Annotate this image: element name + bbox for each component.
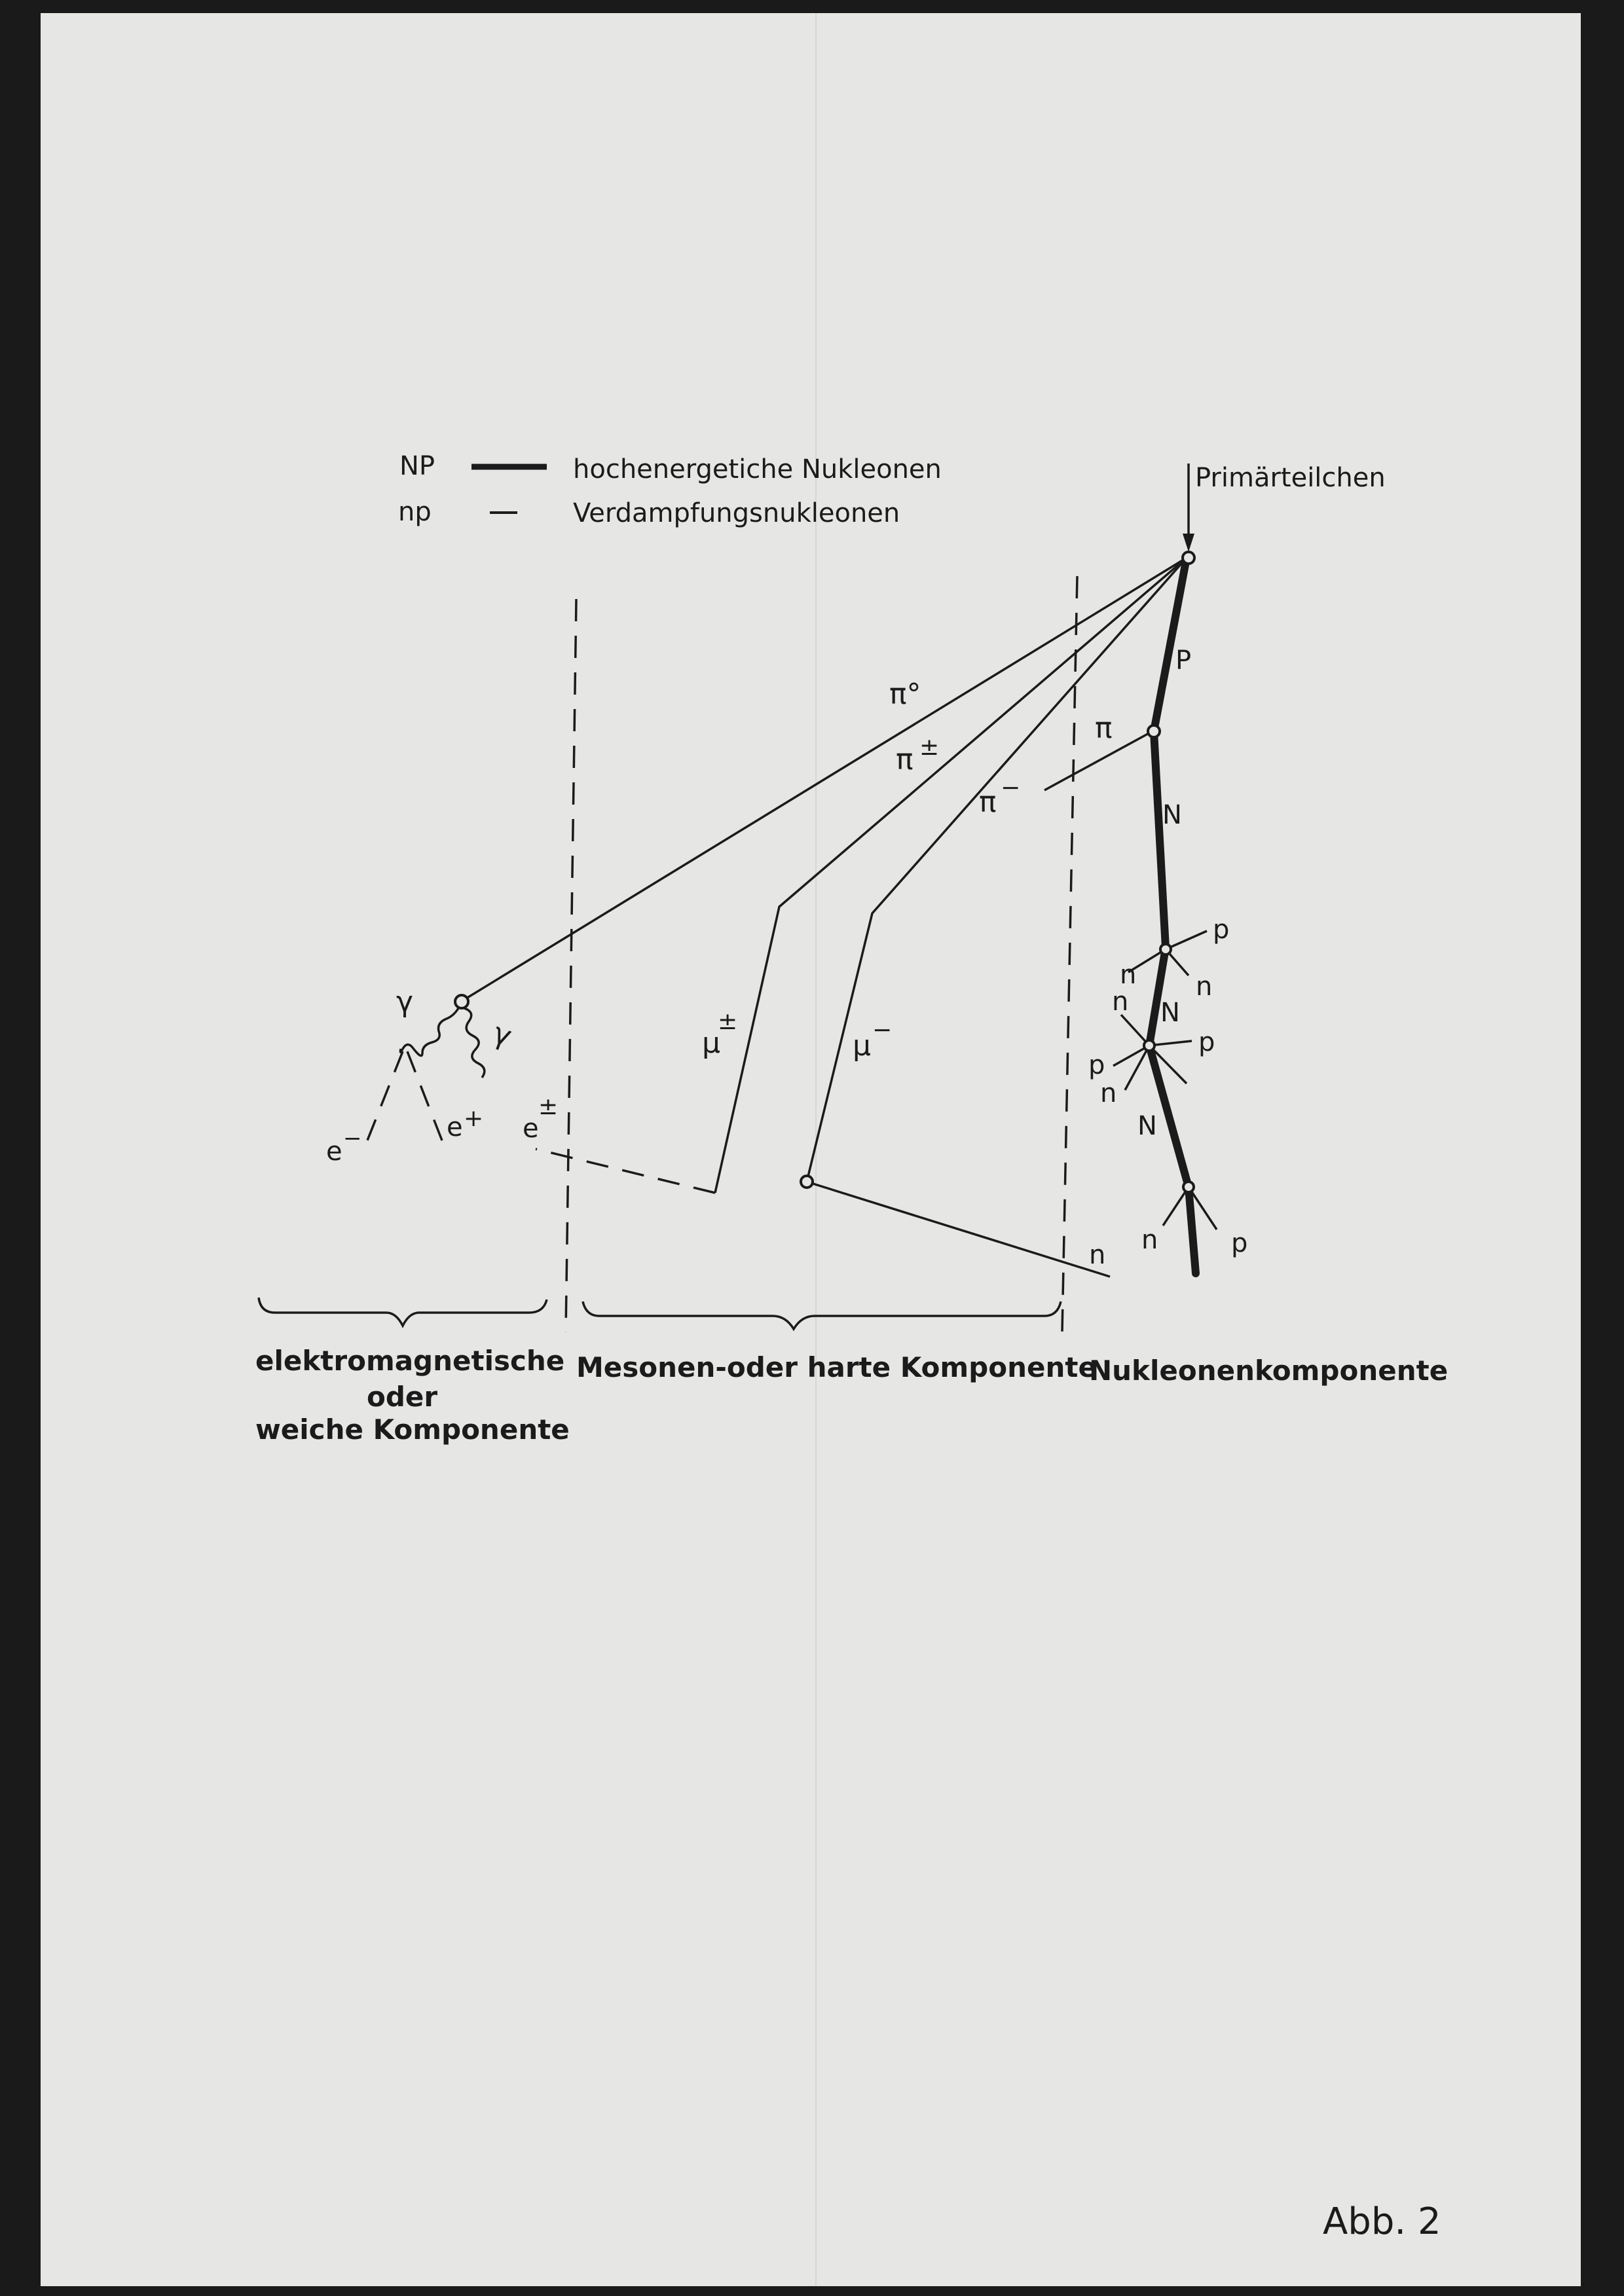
- vertex-3: [1160, 944, 1171, 955]
- label-pi-minus: π: [979, 786, 997, 819]
- page-label-handwritten: Abb. 2: [1323, 2200, 1441, 2243]
- label-n-out: n: [1089, 1240, 1106, 1270]
- label-e-plus-sign: +: [464, 1105, 484, 1132]
- label-pi-nucleon: π: [1095, 712, 1113, 745]
- label-p-2: p: [1198, 1027, 1215, 1057]
- vertex-5: [1183, 1182, 1194, 1192]
- legend-small-np-symbol: np: [398, 497, 432, 527]
- label-pi0: π°: [889, 678, 921, 711]
- label-gamma-2: γ: [489, 1016, 517, 1054]
- e-minus-dashed-line: [362, 1051, 403, 1154]
- label-p-1: p: [1213, 915, 1230, 945]
- legend-np-symbol: NP: [399, 451, 435, 481]
- label-N-3: N: [1137, 1111, 1157, 1141]
- label-mu-minus: μ: [853, 1029, 871, 1063]
- label-gamma: γ: [396, 985, 414, 1019]
- label-e-pm: e: [523, 1114, 539, 1144]
- label-p-4: p: [1231, 1228, 1248, 1258]
- label-e-pm-sign: ±: [538, 1093, 559, 1120]
- label-mu-minus-sign: −: [872, 1017, 893, 1044]
- label-n-3: n: [1112, 987, 1129, 1017]
- primary-arrow-head: [1183, 534, 1194, 552]
- legend: [398, 451, 942, 528]
- label-e-minus: e: [326, 1137, 342, 1167]
- em-component-label-line2: oder: [367, 1381, 438, 1413]
- label-n-4: n: [1100, 1078, 1117, 1108]
- prong: [1166, 931, 1207, 949]
- label-P: P: [1175, 646, 1192, 676]
- label-e-minus-sign: −: [343, 1125, 362, 1152]
- gamma-wavy-line-2: [464, 1008, 485, 1078]
- label-pi-pm-sign: ±: [919, 734, 940, 761]
- brace-meson-component: [583, 1302, 1061, 1329]
- e-pm-dashed-line: [536, 1149, 715, 1193]
- label-p-3: p: [1088, 1050, 1105, 1080]
- label-mu-pm: μ: [702, 1027, 720, 1060]
- vertex-2: [1148, 725, 1160, 737]
- em-component-label-line3: weiche Komponente: [255, 1413, 570, 1446]
- label-N-1: N: [1162, 800, 1182, 830]
- prong: [1163, 1187, 1189, 1226]
- label-mu-pm-sign: ±: [718, 1008, 738, 1035]
- label-pi-minus-sign: −: [1001, 774, 1021, 801]
- label-e-plus: e: [447, 1112, 463, 1142]
- label-N-2: N: [1160, 998, 1180, 1028]
- e-plus-dashed-line: [407, 1051, 442, 1140]
- neutron-out-line: [807, 1182, 1110, 1277]
- label-n-1: n: [1120, 960, 1137, 990]
- gamma-vertex: [455, 995, 468, 1008]
- vertex-4: [1144, 1040, 1154, 1051]
- meson-component-label: Mesonen-oder harte Komponente: [576, 1351, 1097, 1383]
- em-component-label-line1: elektromagnetische: [255, 1345, 565, 1377]
- nucleon-component-label: Nukleonenkomponente: [1089, 1355, 1449, 1387]
- legend-np-description: hochenergetiche Nukleonen: [573, 454, 942, 484]
- pi-minus-to-mu-minus-line: [807, 558, 1187, 1182]
- label-n-5: n: [1141, 1225, 1158, 1255]
- primary-particle-label: Primärteilchen: [1195, 463, 1386, 493]
- muon-decay-vertex: [801, 1176, 813, 1188]
- separator-em-meson: [566, 599, 576, 1332]
- label-n-2: n: [1196, 972, 1213, 1002]
- brace-em-component: [259, 1298, 547, 1326]
- primary-vertex: [1183, 552, 1194, 564]
- label-pi-pm: π: [896, 743, 913, 776]
- legend-small-np-description: Verdampfungsnukleonen: [573, 498, 900, 528]
- pi0-line: [463, 558, 1187, 1000]
